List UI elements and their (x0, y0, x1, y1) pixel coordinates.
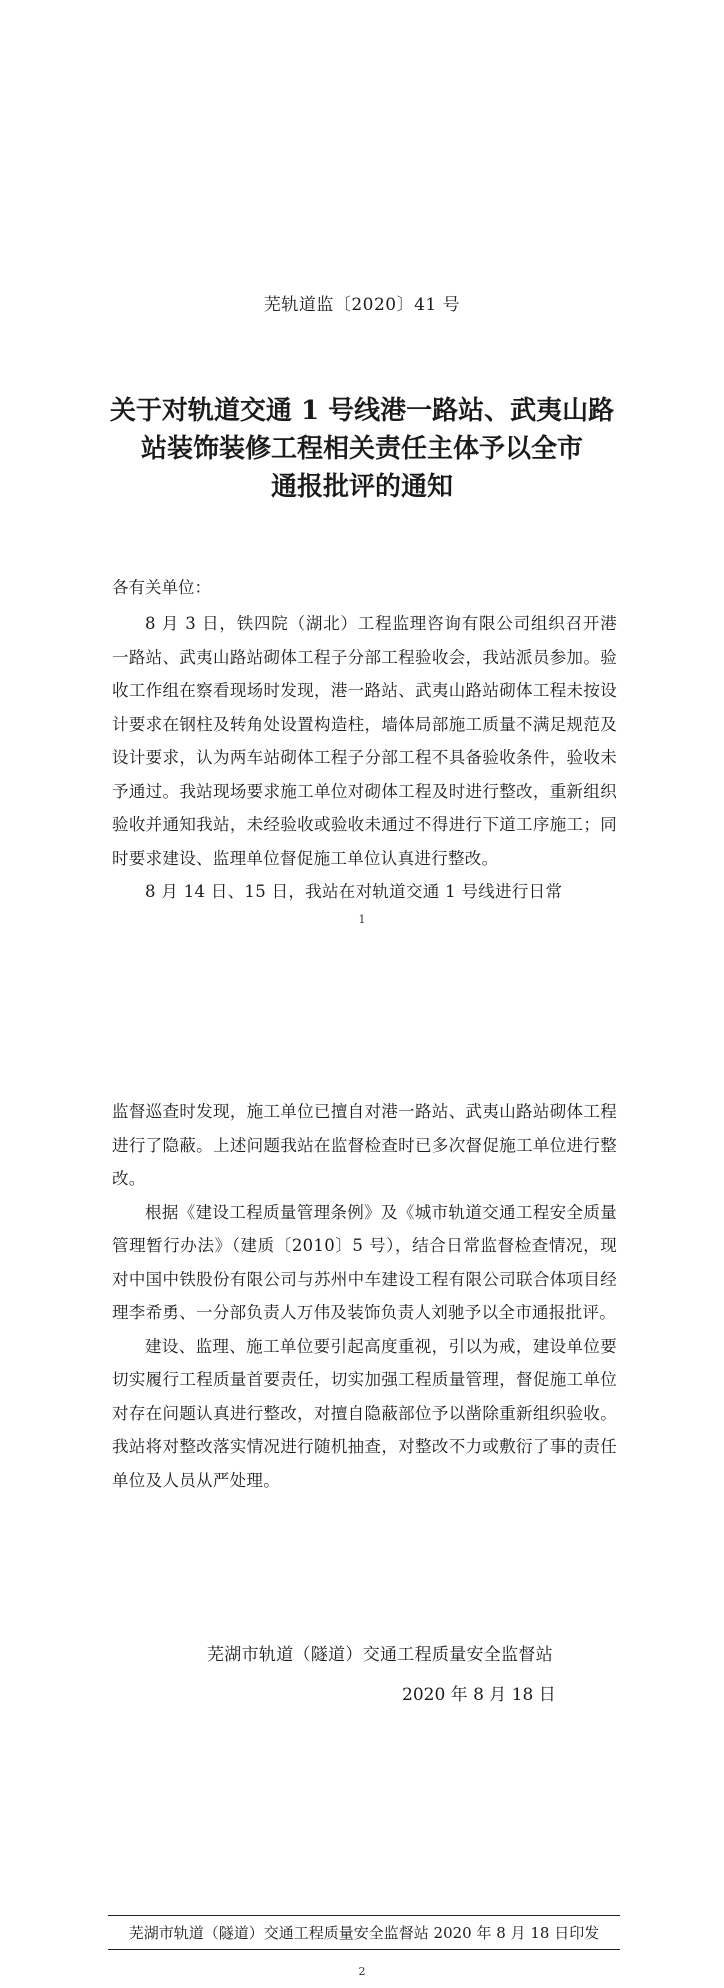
page-2 (0, 1010, 724, 1988)
footer-rule-bottom (108, 1949, 620, 1950)
title-line: 通报批评的通知 (270, 472, 453, 502)
salutation: 各有关单位： (112, 578, 211, 597)
paragraph: 根据《建设工程质量管理条例》及《城市轨道交通工程安全质量管理暂行办法》（建质〔2010〕5 号），结合日常监督检查情况，现对中国中铁股份有限公司与苏州中车建设工程有限公司联合体项目经理李希勇、一分部负责人万伟及装饰负责人刘驰予以全市通报批评。 (112, 1202, 617, 1322)
paragraph: 8 月 3 日，铁四院（湖北）工程监理咨询有限公司组织召开港一路站、武夷山路站砌体工程子分部工程验收会，我站派员参加。验收工作组在察看现场时发现，港一路站、武夷山路站砌体工程未按设计要求在钢柱及转角处设置构造柱，墙体局部施工质量不满足规范及设计要求，认为两车站砌体工程子分部工程不具备验收条件，验收未予通过。我站现场要求施工单位对砌体工程及时进行整改，重新组织验收并通知我站，未经验收或验收未通过不得进行下道工序施工；同时要求建设、监理单位督促施工单位认真进行整改。 (112, 614, 617, 868)
signature-organization: 芜湖市轨道（隧道）交通工程质量安全监督站 (207, 1645, 553, 1665)
body-text-page-2 (112, 1095, 617, 1497)
document-title (90, 392, 634, 506)
page-number: 1 (358, 913, 366, 926)
title-line: 关于对轨道交通 1 号线港一路站、武夷山路 (109, 396, 615, 426)
paragraph: 建设、监理、施工单位要引起高度重视，引以为戒，建设单位要切实履行工程质量首要责任，切实加强工程质量管理，督促施工单位对存在问题认真进行整改，对擅自隐蔽部位予以凿除重新组织验收。我站将对整改落实情况进行随机抽查，对整改不力或敷衍了事的责任单位及人员从严处理。 (112, 1336, 617, 1490)
body-text-page-1 (112, 607, 617, 909)
issue-footer: 芜湖市轨道（隧道）交通工程质量安全监督站 2020 年 8 月 18 日印发 (128, 1924, 600, 1942)
title-line: 站装饰装修工程相关责任主体予以全市 (140, 434, 583, 464)
paragraph: 8 月 14 日、15 日，我站在对轨道交通 1 号线进行日常 (145, 882, 563, 901)
signature-date: 2020 年 8 月 18 日 (402, 1685, 556, 1705)
footer-rule-top (108, 1915, 620, 1916)
page-number: 2 (358, 1965, 366, 1978)
paragraph-continuation: 监督巡查时发现，施工单位已擅自对港一路站、武夷山路站砌体工程进行了隐蔽。上述问题我站在监督检查时已多次督促施工单位进行整改。 (112, 1102, 617, 1188)
document-number: 芜轨道监〔2020〕41 号 (263, 295, 461, 315)
